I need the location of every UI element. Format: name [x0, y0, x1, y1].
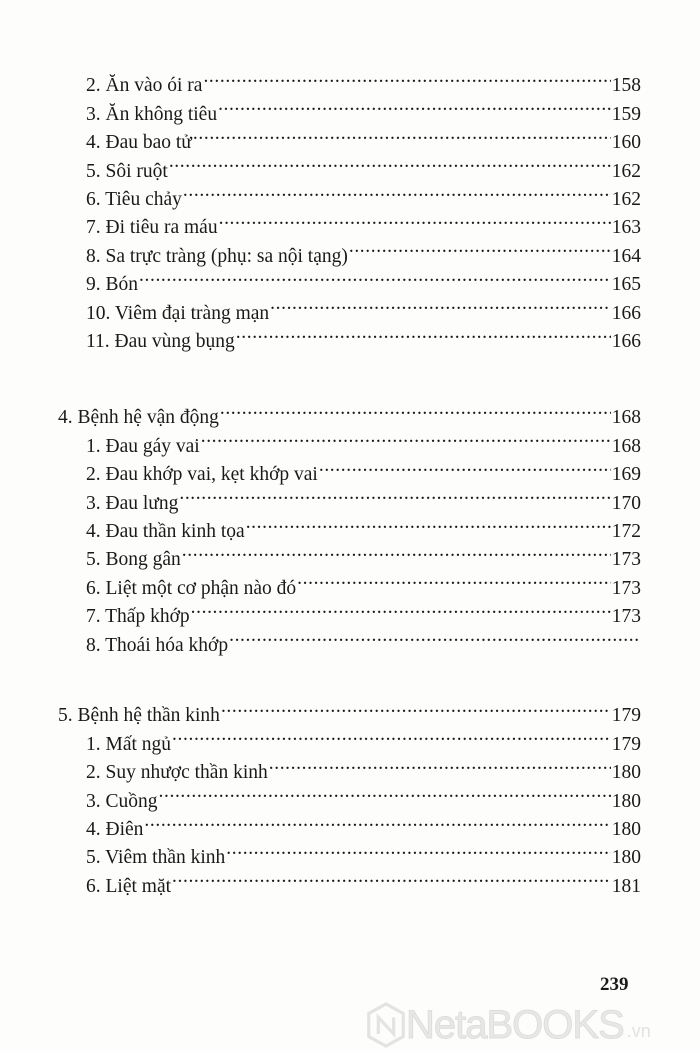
- entry-page-number: 170: [611, 492, 641, 514]
- toc-entry[interactable]: [58, 835, 641, 869]
- entry-title: 4. Đau thần kinh tọa: [86, 520, 245, 542]
- entry-page-number: 169: [611, 464, 641, 486]
- entry-title: 6. Liệt một cơ phận nào đó: [86, 577, 297, 599]
- entry-title: 1. Đau gáy vai: [86, 435, 200, 457]
- entry-title: 10. Viêm đại tràng mạn: [86, 302, 270, 324]
- dot-leader: [158, 778, 611, 806]
- entry-page-number: 179: [611, 705, 641, 727]
- entry-page-number: 159: [611, 103, 641, 125]
- dot-leader: [182, 177, 611, 205]
- dot-leader: [235, 319, 611, 347]
- entry-title: 9. Bón: [86, 274, 139, 296]
- entry-page-number: 173: [611, 549, 641, 571]
- entry-title: 6. Tiêu chảy: [86, 188, 182, 210]
- dot-leader: [228, 622, 640, 650]
- entry-page-number: 166: [611, 302, 641, 324]
- entry-page-number: 179: [611, 733, 641, 755]
- dot-leader: [138, 262, 611, 290]
- dot-leader: [190, 594, 611, 622]
- entry-page-number: 164: [611, 245, 641, 267]
- dot-leader: [318, 452, 611, 480]
- entry-title: 3. Đau lưng: [86, 492, 179, 514]
- entry-title: 4. Điên: [86, 818, 144, 840]
- dot-leader: [171, 863, 611, 891]
- toc-chapter-entry[interactable]: [58, 395, 641, 429]
- entry-title: 7. Đi tiêu ra máu: [86, 217, 218, 239]
- entry-title: 3. Ăn không tiêu: [86, 103, 218, 125]
- entry-title: 4. Đau bao tử: [86, 132, 192, 154]
- entry-title: 5. Bong gân: [86, 549, 181, 571]
- entry-title: 6. Liệt mặt: [86, 875, 172, 897]
- entry-page-number: 180: [611, 818, 641, 840]
- dot-leader: [192, 120, 611, 148]
- entry-page-number: 181: [611, 875, 641, 897]
- toc-entry[interactable]: [58, 262, 641, 296]
- dot-leader: [268, 750, 611, 778]
- entry-title: 8. Sa trực tràng (phụ: sa nội tạng): [86, 245, 348, 267]
- watermark-logo: [366, 1002, 651, 1048]
- entry-page-number: 158: [611, 75, 641, 97]
- dot-leader: [217, 91, 611, 119]
- entry-title: 5. Bệnh hệ thần kinh: [58, 705, 220, 727]
- entry-page-number: 168: [611, 435, 641, 457]
- toc-entry[interactable]: [58, 290, 641, 324]
- toc-entry[interactable]: [58, 807, 641, 840]
- toc-entry[interactable]: [58, 63, 641, 97]
- entry-title: 2. Đau khớp vai, kẹt khớp vai: [86, 464, 318, 486]
- entry-title: 4. Bệnh hệ vận động: [58, 407, 219, 429]
- entry-page-number: 172: [611, 520, 641, 542]
- entry-page-number: 173: [611, 606, 641, 628]
- toc-chapter-entry[interactable]: [58, 693, 641, 727]
- dot-leader: [219, 395, 611, 423]
- entry-page-number: 180: [611, 762, 641, 784]
- dot-leader: [168, 148, 611, 176]
- dot-leader: [245, 509, 611, 537]
- dot-leader: [181, 537, 611, 565]
- watermark-suffix: .vn: [626, 1021, 651, 1041]
- dot-leader: [178, 480, 610, 508]
- dot-leader: [143, 807, 610, 835]
- entry-title: 11. Đau vùng bụng: [86, 330, 235, 352]
- toc-section-nervous: [58, 693, 641, 897]
- dot-leader: [220, 693, 611, 721]
- dot-leader: [296, 565, 611, 593]
- entry-title: 8. Thoái hóa khớp: [86, 634, 229, 656]
- entry-page-number: 160: [611, 132, 641, 154]
- entry-page-number: 165: [611, 274, 641, 296]
- dot-leader: [171, 721, 611, 749]
- entry-title: 3. Cuồng: [86, 790, 158, 812]
- watermark-brand: NetaBOOKS: [406, 1003, 624, 1047]
- dot-leader: [348, 233, 611, 261]
- entry-page-number: 173: [611, 577, 641, 599]
- entry-title: 5. Viêm thần kinh: [86, 847, 226, 869]
- entry-title: 2. Ăn vào ói ra: [86, 75, 203, 97]
- entry-page-number: 162: [611, 188, 641, 210]
- entry-title: 2. Suy nhược thần kinh: [86, 762, 268, 784]
- toc-section-musculoskeletal: [58, 395, 641, 656]
- entry-title: 7. Thấp khớp: [86, 606, 190, 628]
- dot-leader: [218, 205, 611, 233]
- dot-leader: [269, 290, 611, 318]
- entry-title: 5. Sôi ruột: [86, 160, 168, 182]
- entry-title: 1. Mất ngủ: [86, 733, 172, 755]
- entry-page-number: 166: [611, 330, 641, 352]
- entry-page-number: 180: [611, 790, 641, 812]
- entry-page-number: 180: [611, 847, 641, 869]
- page-number: 239: [600, 974, 629, 995]
- hexagon-n-logo-icon: [366, 1002, 406, 1048]
- dot-leader: [200, 423, 611, 451]
- dot-leader: [202, 63, 610, 91]
- toc-section-digestive: [58, 63, 641, 352]
- entry-page-number: 168: [611, 407, 641, 429]
- entry-page-number: 162: [611, 160, 641, 182]
- entry-page-number: 163: [611, 217, 641, 239]
- dot-leader: [225, 835, 610, 863]
